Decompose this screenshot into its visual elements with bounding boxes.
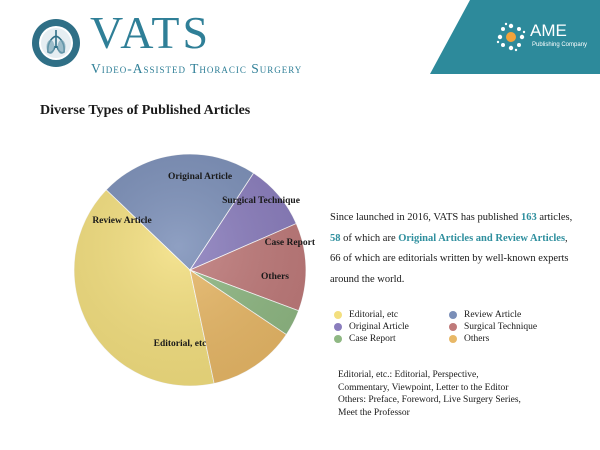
legend-item bbox=[334, 321, 454, 333]
pie-shading bbox=[74, 154, 306, 386]
vats-seal-logo bbox=[31, 18, 81, 68]
footnote-line: Editorial, etc.: Editorial, Perspective, bbox=[338, 370, 479, 380]
legend-item bbox=[449, 309, 569, 321]
journal-logo-title: VATS bbox=[90, 7, 212, 58]
summary-text: of which are bbox=[340, 232, 399, 244]
legend-item bbox=[334, 309, 454, 321]
slide-title: Diverse Types of Published Articles bbox=[40, 103, 251, 118]
legend-item bbox=[334, 333, 454, 345]
legend-swatch bbox=[334, 323, 342, 331]
pie-slice-label: Original Article bbox=[167, 172, 233, 182]
footnote-line: Meet the Professor bbox=[338, 407, 410, 418]
legend-label: Case Report bbox=[349, 334, 396, 344]
footnote-line: Others: Preface, Foreword, Live Surgery Series, bbox=[338, 395, 521, 405]
legend-swatch bbox=[334, 311, 342, 319]
footnote-line: Commentary, Viewpoint, Letter to the Editor bbox=[338, 382, 509, 393]
pie-slice-label: Surgical Technique bbox=[222, 196, 300, 206]
pie-slice-label: Case Report bbox=[264, 238, 315, 248]
ame-logo-icon bbox=[496, 22, 526, 52]
journal-logo-subtitle: Video-Assisted Thoracic Surgery bbox=[91, 61, 303, 76]
pie-slice-label: Others bbox=[261, 272, 289, 282]
legend-swatch bbox=[449, 335, 457, 343]
legend-label: Surgical Technique bbox=[464, 322, 538, 332]
publisher-name: AME bbox=[530, 21, 567, 40]
total-articles-count: 163 bbox=[520, 212, 537, 223]
legend-label: Review Article bbox=[464, 310, 522, 320]
pie-slice-label: Editorial, etc bbox=[153, 339, 207, 349]
summary-text: articles, bbox=[536, 212, 573, 223]
legend-label: Others bbox=[464, 334, 490, 344]
publisher-tagline: Publishing Company bbox=[532, 42, 588, 48]
summary-text: , 66 of which are editorials written by well-known experts around the world. bbox=[330, 232, 569, 285]
article-types-pie-chart bbox=[60, 140, 320, 400]
legend-label: Original Article bbox=[349, 322, 409, 332]
legend-swatch bbox=[449, 323, 457, 331]
pie-slice-label: Review Article bbox=[92, 216, 152, 226]
summary-text: Since launched in 2016, VATS has published bbox=[330, 212, 521, 223]
header bbox=[0, 0, 600, 82]
footnotes bbox=[338, 369, 583, 419]
highlighted-article-types: Original Articles and Review Articles bbox=[398, 232, 566, 244]
legend-swatch bbox=[449, 311, 457, 319]
legend-item bbox=[449, 321, 569, 333]
legend-item bbox=[449, 333, 569, 345]
research-articles-count: 58 bbox=[330, 232, 341, 244]
legend-swatch bbox=[334, 335, 342, 343]
summary-paragraph bbox=[330, 208, 580, 290]
legend-label: Editorial, etc bbox=[349, 310, 399, 320]
